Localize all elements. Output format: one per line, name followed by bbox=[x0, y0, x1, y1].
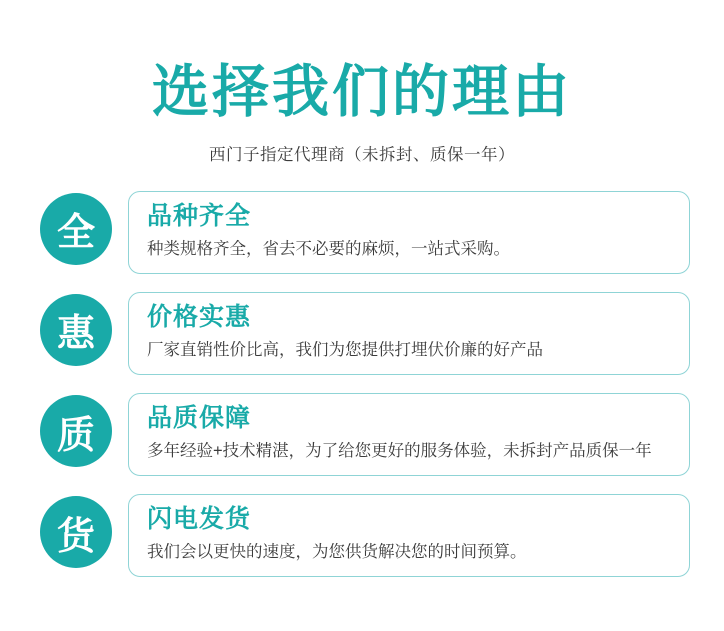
page-subtitle: 西门子指定代理商（未拆封、质保一年） bbox=[209, 145, 515, 164]
list-item bbox=[40, 494, 690, 577]
reason-title: 闪电发货 bbox=[147, 505, 252, 534]
reason-description: 我们会以更快的速度，为您供货解决您的时间预算。 bbox=[147, 543, 527, 562]
page-title: 选择我们的理由 bbox=[152, 61, 572, 124]
reason-description: 多年经验+技术精湛，为了给您更好的服务体验，未拆封产品质保一年 bbox=[147, 442, 652, 461]
reason-card bbox=[128, 191, 690, 274]
badge-icon: 货 bbox=[40, 496, 112, 568]
reason-card bbox=[128, 494, 690, 577]
reason-description: 种类规格齐全，省去不必要的麻烦，一站式采购。 bbox=[147, 239, 510, 258]
reason-title: 品质保障 bbox=[147, 404, 252, 433]
reasons-list bbox=[0, 191, 724, 578]
reason-card bbox=[128, 393, 690, 476]
list-item bbox=[40, 393, 690, 476]
reason-title: 品种齐全 bbox=[147, 201, 252, 230]
badge-icon: 惠 bbox=[40, 294, 112, 366]
list-item bbox=[40, 292, 690, 375]
reason-card bbox=[128, 292, 690, 375]
reason-description: 厂家直销性价比高，我们为您提供打埋伏价廉的好产品 bbox=[147, 341, 543, 360]
badge-icon: 质 bbox=[40, 395, 112, 467]
list-item bbox=[40, 191, 690, 274]
banner-header bbox=[0, 0, 724, 165]
badge-icon: 全 bbox=[40, 193, 112, 265]
reason-title: 价格实惠 bbox=[147, 302, 252, 331]
